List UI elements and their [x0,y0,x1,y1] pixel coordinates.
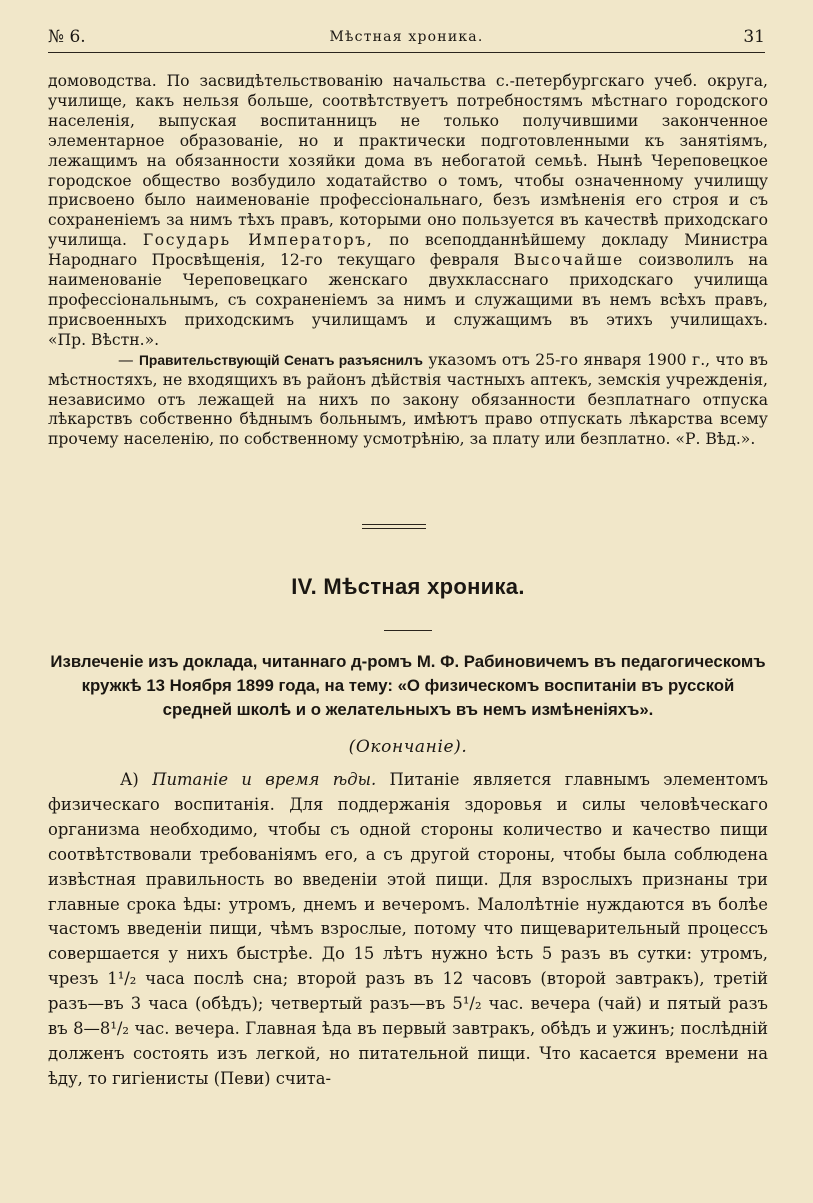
paragraph-school-text-2: по всеподданнѣйшему докладу Министра Народнаго Просвѣщенія, 12-го текущаго февраля [48,231,768,270]
running-title: Мѣстная хроника. [329,29,484,45]
paragraph-nutrition [48,768,768,1092]
source-citation-2: «Р. Вѣд.». [675,430,756,449]
item-title: Питаніе и время ѣды. [152,770,377,789]
paragraph-school-text: домоводства. По засвидѣтельствованію начальства с.-петербургскаго учеб. округа, училище, какъ нельзя больше, соотвѣтствуетъ потребностямъ мѣстнаго городского населенія, выпуская воспитанницъ не только получившими законченное элементарное образованіе, но и практически подготовленными къ занятіямъ, лежащимъ на обязанности хозяйки дома въ небогатой семьѣ. Нынѣ Череповецкое городское общество возбудило ходатайство о томъ, чтобы означенному училищу присвоено было наименованіе профессіональнаго, безъ измѣненія его строя и съ сохраненіемъ за нимъ тѣхъ правъ, которыми оно пользуется въ качествѣ приходскаго училища. [48,72,768,250]
issue-number: № 6. [48,27,86,47]
report-subtitle: Извлеченіе изъ доклада, читаннаго д-ромъ М. Ф. Рабиновичемъ въ педагогическомъ кружкѣ 13 Ноября 1899 года, на тему: «О физическомъ воспитаніи въ русской средней школѣ и о желательныхъ въ немъ измѣненіяхъ». [50,652,766,719]
section-title: IV. Мѣстная хроника. [291,574,525,599]
header-rule [48,52,765,53]
text-block-2 [48,768,768,1092]
paragraph-school [48,72,768,351]
source-citation-1: «Пр. Вѣстн.». [48,330,160,349]
senate-lead: Правительствующій Сенатъ разъяснилъ [139,352,423,368]
item-label: А) [120,770,139,789]
senate-dash: — [118,350,134,369]
text-block-1 [48,72,768,450]
ending-note: (Окончаніе). [348,737,468,757]
paragraph-senate [48,351,768,451]
paragraph-nutrition-text: Питаніе является главнымъ элементомъ физическаго воспитанія. Для поддержанія здоровья и силы человѣческаго организма необходимо, чтобы съ одной стороны количество и качество пищи соотвѣтствовали требованіямъ его, а съ другой стороны, чтобы была соблюдена извѣстная правильность во введеніи этой пищи. Для взрослыхъ признаны три главные срока ѣды: утромъ, днемъ и вечеромъ. Малолѣтніе нуждаются въ болѣе частомъ введеніи пищи, чѣмъ взрослые, потому что пищеварительный процессъ совершается у нихъ быстрѣе. До 15 лѣтъ нужно ѣсть 5 разъ въ сутки: утромъ, чрезъ 1¹/₂ часа послѣ сна; второй разъ въ 12 часовъ (второй завтракъ), третій разъ—въ 3 часа (обѣдъ); четвертый разъ—въ 5¹/₂ час. вечера (чай) и пятый разъ въ 8—8¹/₂ час. вечера. Главная ѣда въ первый завтракъ, обѣдъ и ужинъ; послѣдній долженъ состоять изъ легкой, но питательной пищи. Что касается времени на ѣду, то гигіенисты (Певи) счита- [48,770,768,1088]
sovereign-emperor: Государь Императоръ, [142,231,374,250]
highest-word: Высочайше [513,251,624,270]
running-header [48,24,765,50]
page-number: 31 [743,27,765,47]
title-rule [384,630,432,631]
paragraph-school-text-3: соизволилъ на наименованіе Череповецкаго женскаго двухкласснаго приходскаго училища профессіональнымъ, съ сохраненіемъ за нимъ и служащими въ немъ всѣхъ правъ, присвоенныхъ приходскимъ училищамъ и служащимъ въ этихъ училищахъ. [48,251,768,329]
paragraph-senate-text: указомъ отъ 25-го января 1900 г., что въ мѣстностяхъ, не входящихъ въ районъ дѣйствія частныхъ аптекъ, земскія учрежденія, независимо отъ лежащей на нихъ по закону обязанности безплатнаго отпуска лѣкарствъ собственно бѣднымъ больнымъ, имѣютъ право отпускать лѣкарства всему прочему населенію, по собственному усмотрѣнію, за плату или безплатно. [48,350,768,449]
double-rule-divider [362,524,426,529]
